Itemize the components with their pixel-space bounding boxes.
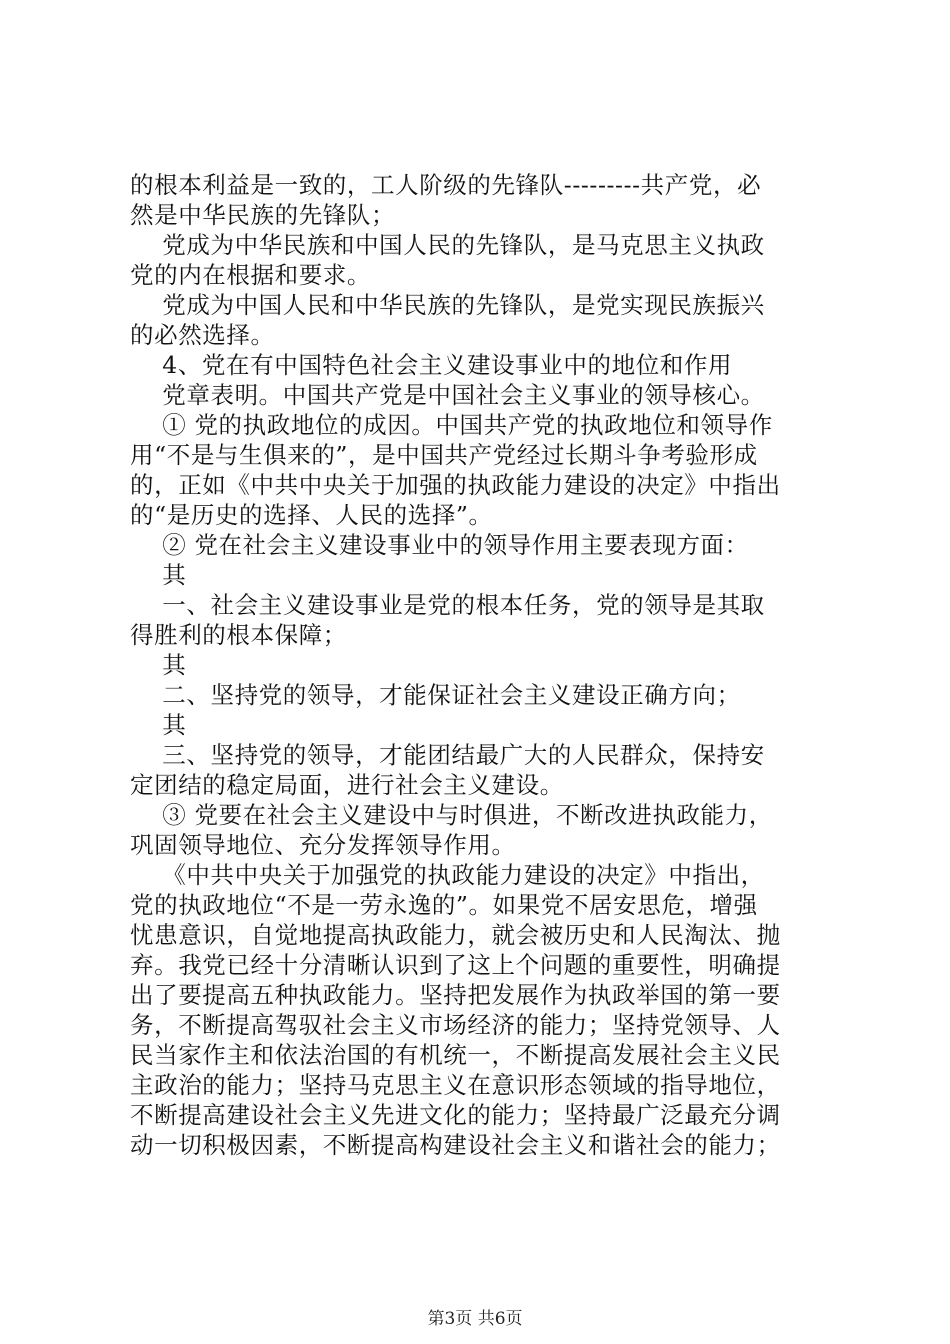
text-line: 的必然选择。 bbox=[130, 321, 275, 349]
text-line: 得胜利的根本保障； bbox=[130, 621, 347, 649]
text-line: 其 bbox=[130, 561, 187, 589]
page-footer: 第3页 共6页 bbox=[427, 1309, 523, 1329]
text-line: ③ 党要在社会主义建设中与时俱进，不断改进执政能力， bbox=[130, 801, 773, 829]
text-line: ① 党的执政地位的成因。中国共产党的执政地位和领导作 bbox=[130, 411, 773, 439]
text-line: 务，不断提高驾驭社会主义市场经济的能力；坚持党领导、人 bbox=[130, 1011, 781, 1039]
text-line: 然是中华民族的先锋队； bbox=[130, 201, 396, 229]
text-line: 动一切积极因素，不断提高构建设社会主义和谐社会的能力； bbox=[130, 1131, 781, 1159]
text-line: 出了要提高五种执政能力。坚持把发展作为执政举国的第一要 bbox=[130, 981, 781, 1009]
document-body bbox=[130, 170, 830, 1160]
text-line: 不断提高建设社会主义先进文化的能力；坚持最广泛最充分调 bbox=[130, 1101, 781, 1129]
text-line: 一、社会主义建设事业是党的根本任务，党的领导是其取 bbox=[130, 591, 765, 619]
text-line: 定团结的稳定局面，进行社会主义建设。 bbox=[130, 771, 564, 799]
text-line: 民当家作主和依法治国的有机统一，不断提高发展社会主义民 bbox=[130, 1041, 781, 1069]
text-line: 主政治的能力；坚持马克思主义在意识形态领域的指导地位， bbox=[130, 1071, 781, 1099]
text-line: 三、坚持党的领导，才能团结最广大的人民群众，保持安 bbox=[130, 741, 765, 769]
text-line: 党成为中华民族和中国人民的先锋队，是马克思主义执政 bbox=[130, 231, 765, 259]
text-line: 的“是历史的选择、人民的选择”。 bbox=[130, 501, 493, 529]
text-line: 其 bbox=[130, 711, 187, 739]
text-line: 党章表明。中国共产党是中国社会主义事业的领导核心。 bbox=[130, 381, 765, 409]
text-line: 弃。我党已经十分清晰认识到了这上个问题的重要性，明确提 bbox=[130, 951, 781, 979]
text-line: 党的内在根据和要求。 bbox=[130, 261, 371, 289]
text-line: 的，正如《中共中央关于加强的执政能力建设的决定》中指出 bbox=[130, 471, 781, 499]
text-line: 巩固领导地位、充分发挥领导作用。 bbox=[130, 831, 516, 859]
text-line: 4、党在有中国特色社会主义建设事业中的地位和作用 bbox=[130, 351, 733, 379]
text-line: 其 bbox=[130, 651, 187, 679]
text-line: 用“不是与生俱来的”，是中国共产党经过长期斗争考验形成 bbox=[130, 441, 758, 469]
text-line: 党成为中国人民和中华民族的先锋队，是党实现民族振兴 bbox=[130, 291, 765, 319]
text-line: ② 党在社会主义建设事业中的领导作用主要表现方面： bbox=[130, 531, 749, 559]
text-line: 的根本利益是一致的，工人阶级的先锋队---------共产党，必 bbox=[130, 171, 762, 199]
text-line: 忧患意识，自觉地提高执政能力，就会被历史和人民淘汰、抛 bbox=[130, 921, 781, 949]
text-line: 党的执政地位“不是一劳永逸的”。如果党不居安思危，增强 bbox=[130, 891, 758, 919]
text-line: 《中共中央关于加强党的执政能力建设的决定》中指出， bbox=[130, 861, 765, 889]
text-line: 二、坚持党的领导，才能保证社会主义建设正确方向； bbox=[130, 681, 741, 709]
